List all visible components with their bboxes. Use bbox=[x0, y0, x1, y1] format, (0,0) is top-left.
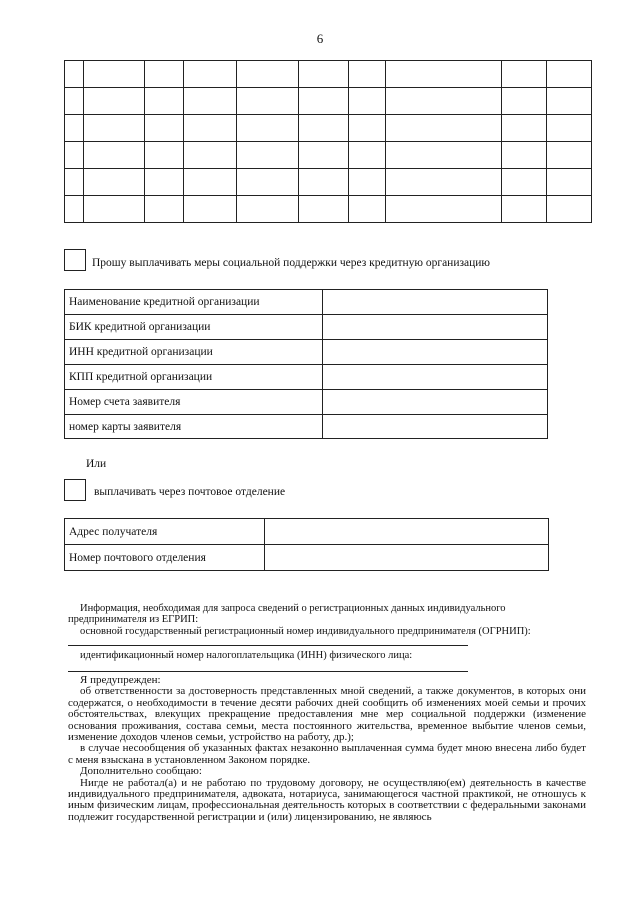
ogrnip-label: основной государственный регистрационный номер индивидуального предпринимателя (ОГРНИП): bbox=[80, 625, 531, 637]
egrip-info-line2: предпринимателя из ЕГРИП: bbox=[68, 614, 199, 626]
table-cell[interactable] bbox=[183, 115, 236, 142]
account-number-label: Номер счета заявителя bbox=[65, 390, 323, 415]
inn-field[interactable] bbox=[322, 340, 547, 365]
table-cell[interactable] bbox=[144, 169, 183, 196]
table-row bbox=[65, 142, 592, 169]
table-cell[interactable] bbox=[349, 115, 386, 142]
table-cell[interactable] bbox=[547, 142, 592, 169]
table-row bbox=[65, 169, 592, 196]
table-cell[interactable] bbox=[386, 88, 502, 115]
credit-org-checkbox[interactable] bbox=[64, 249, 86, 271]
table-cell[interactable] bbox=[502, 196, 547, 223]
post-office-number-field[interactable] bbox=[264, 545, 548, 571]
post-office-checkbox[interactable] bbox=[64, 479, 86, 501]
table-cell[interactable] bbox=[547, 169, 592, 196]
table-cell[interactable] bbox=[502, 88, 547, 115]
table-cell[interactable] bbox=[236, 61, 298, 88]
table-cell[interactable] bbox=[298, 169, 349, 196]
table-cell[interactable] bbox=[83, 115, 144, 142]
post-office-table bbox=[64, 518, 549, 571]
table-cell[interactable] bbox=[236, 142, 298, 169]
additional-paragraph-1: Нигде не работал(а) и не работаю по трудовому договору, не осуществляю(ем) деятельность в качестве индивидуального предпринимателя, адвоката, нотариуса, занимающегося частной практикой, не отношусь к иным физическим лицам, профессиональная деятельность которых в соответствии с федеральными законами подлежит государственной регистрации и (или) лицензированию, не являюсь bbox=[68, 776, 586, 823]
table-cell[interactable] bbox=[144, 88, 183, 115]
table-cell[interactable] bbox=[386, 196, 502, 223]
table-row bbox=[65, 196, 592, 223]
table-cell[interactable] bbox=[386, 169, 502, 196]
additional-title: Дополнительно сообщаю: bbox=[80, 765, 202, 778]
table-cell[interactable] bbox=[83, 169, 144, 196]
table-cell[interactable] bbox=[65, 169, 84, 196]
table-cell[interactable] bbox=[502, 115, 547, 142]
table-cell[interactable] bbox=[144, 196, 183, 223]
table-cell[interactable] bbox=[349, 142, 386, 169]
table-cell[interactable] bbox=[83, 196, 144, 223]
card-number-label: номер карты заявителя bbox=[65, 415, 323, 439]
bank-name-field[interactable] bbox=[322, 290, 547, 315]
warning-paragraph-1: об ответственности за достоверность представленных мной сведений, а также документов, в которых они содержатся, о необходимости в течение десяти рабочих дней сообщить об изменениях моей семьи и прочих обстоятельствах, влекущих прекращение предоставления мне мер социальной поддержки (изменение основания проживания, состава семьи, места постоянного жительства, временное выбытие членов семьи, изменение доходов членов семьи, устройство на работу, др.); bbox=[68, 685, 586, 744]
table-row bbox=[65, 315, 548, 340]
table-cell[interactable] bbox=[386, 61, 502, 88]
table-cell[interactable] bbox=[349, 196, 386, 223]
table-cell[interactable] bbox=[236, 169, 298, 196]
egrip-info bbox=[68, 603, 586, 637]
table-row bbox=[65, 61, 592, 88]
table-cell[interactable] bbox=[65, 196, 84, 223]
inn-person-input-line[interactable] bbox=[68, 671, 468, 672]
credit-org-option-label: Прошу выплачивать меры социальной поддержки через кредитную организацию bbox=[92, 257, 491, 269]
table-cell[interactable] bbox=[83, 61, 144, 88]
table-cell[interactable] bbox=[349, 88, 386, 115]
post-office-option-label: выплачивать через почтовое отделение bbox=[94, 486, 286, 498]
table-cell[interactable] bbox=[183, 88, 236, 115]
table-cell[interactable] bbox=[349, 61, 386, 88]
table-cell[interactable] bbox=[183, 196, 236, 223]
table-cell[interactable] bbox=[298, 88, 349, 115]
table-cell[interactable] bbox=[183, 61, 236, 88]
table-cell[interactable] bbox=[547, 196, 592, 223]
recipient-address-label: Адрес получателя bbox=[65, 519, 265, 545]
table-cell[interactable] bbox=[236, 88, 298, 115]
table-cell[interactable] bbox=[547, 88, 592, 115]
table-row bbox=[65, 340, 548, 365]
table-cell[interactable] bbox=[236, 115, 298, 142]
kpp-field[interactable] bbox=[322, 365, 547, 390]
table-cell[interactable] bbox=[298, 115, 349, 142]
bank-name-label: Наименование кредитной организации bbox=[65, 290, 323, 315]
table-cell[interactable] bbox=[83, 142, 144, 169]
table-cell[interactable] bbox=[144, 142, 183, 169]
table-cell[interactable] bbox=[502, 169, 547, 196]
table-cell[interactable] bbox=[502, 61, 547, 88]
table-cell[interactable] bbox=[386, 115, 502, 142]
table-cell[interactable] bbox=[502, 142, 547, 169]
family-members-table bbox=[64, 60, 592, 223]
card-number-field[interactable] bbox=[322, 415, 547, 439]
table-row bbox=[65, 519, 549, 545]
table-row bbox=[65, 415, 548, 439]
bik-label: БИК кредитной организации bbox=[65, 315, 323, 340]
or-label: Или bbox=[86, 458, 107, 470]
table-cell[interactable] bbox=[65, 61, 84, 88]
warning-paragraph-2: в случае несообщения об указанных фактах незаконно выплаченная сумма будет мною внесена либо будет с меня взыскана в установленном Законом порядке. bbox=[68, 742, 586, 766]
table-row bbox=[65, 390, 548, 415]
table-row bbox=[65, 115, 592, 142]
table-cell[interactable] bbox=[65, 88, 84, 115]
table-cell[interactable] bbox=[83, 88, 144, 115]
inn-label: ИНН кредитной организации bbox=[65, 340, 323, 365]
bik-field[interactable] bbox=[322, 315, 547, 340]
table-row bbox=[65, 290, 548, 315]
table-cell[interactable] bbox=[298, 61, 349, 88]
credit-org-table bbox=[64, 289, 548, 439]
table-cell[interactable] bbox=[144, 115, 183, 142]
table-cell[interactable] bbox=[65, 115, 84, 142]
table-cell[interactable] bbox=[144, 61, 183, 88]
table-cell[interactable] bbox=[386, 142, 502, 169]
table-row bbox=[65, 365, 548, 390]
post-office-number-label: Номер почтового отделения bbox=[65, 545, 265, 571]
ogrnip-input-line[interactable] bbox=[68, 645, 468, 646]
table-row bbox=[65, 545, 549, 571]
table-cell[interactable] bbox=[298, 196, 349, 223]
table-row bbox=[65, 88, 592, 115]
table-cell[interactable] bbox=[547, 115, 592, 142]
egrip-info-line1: Информация, необходимая для запроса сведений о регистрационных данных индивидуального bbox=[80, 603, 506, 614]
table-cell[interactable] bbox=[236, 196, 298, 223]
table-cell[interactable] bbox=[183, 142, 236, 169]
table-cell[interactable] bbox=[65, 142, 84, 169]
inn-person-label: идентификационный номер налогоплательщика (ИНН) физического лица: bbox=[80, 650, 413, 661]
account-number-field[interactable] bbox=[322, 390, 547, 415]
warning-title: Я предупрежден: bbox=[80, 674, 161, 686]
warning-block bbox=[68, 675, 586, 823]
table-cell[interactable] bbox=[298, 142, 349, 169]
table-cell[interactable] bbox=[183, 169, 236, 196]
kpp-label: КПП кредитной организации bbox=[65, 365, 323, 390]
page-number: 6 bbox=[316, 31, 324, 46]
table-cell[interactable] bbox=[349, 169, 386, 196]
recipient-address-field[interactable] bbox=[264, 519, 548, 545]
table-cell[interactable] bbox=[547, 61, 592, 88]
